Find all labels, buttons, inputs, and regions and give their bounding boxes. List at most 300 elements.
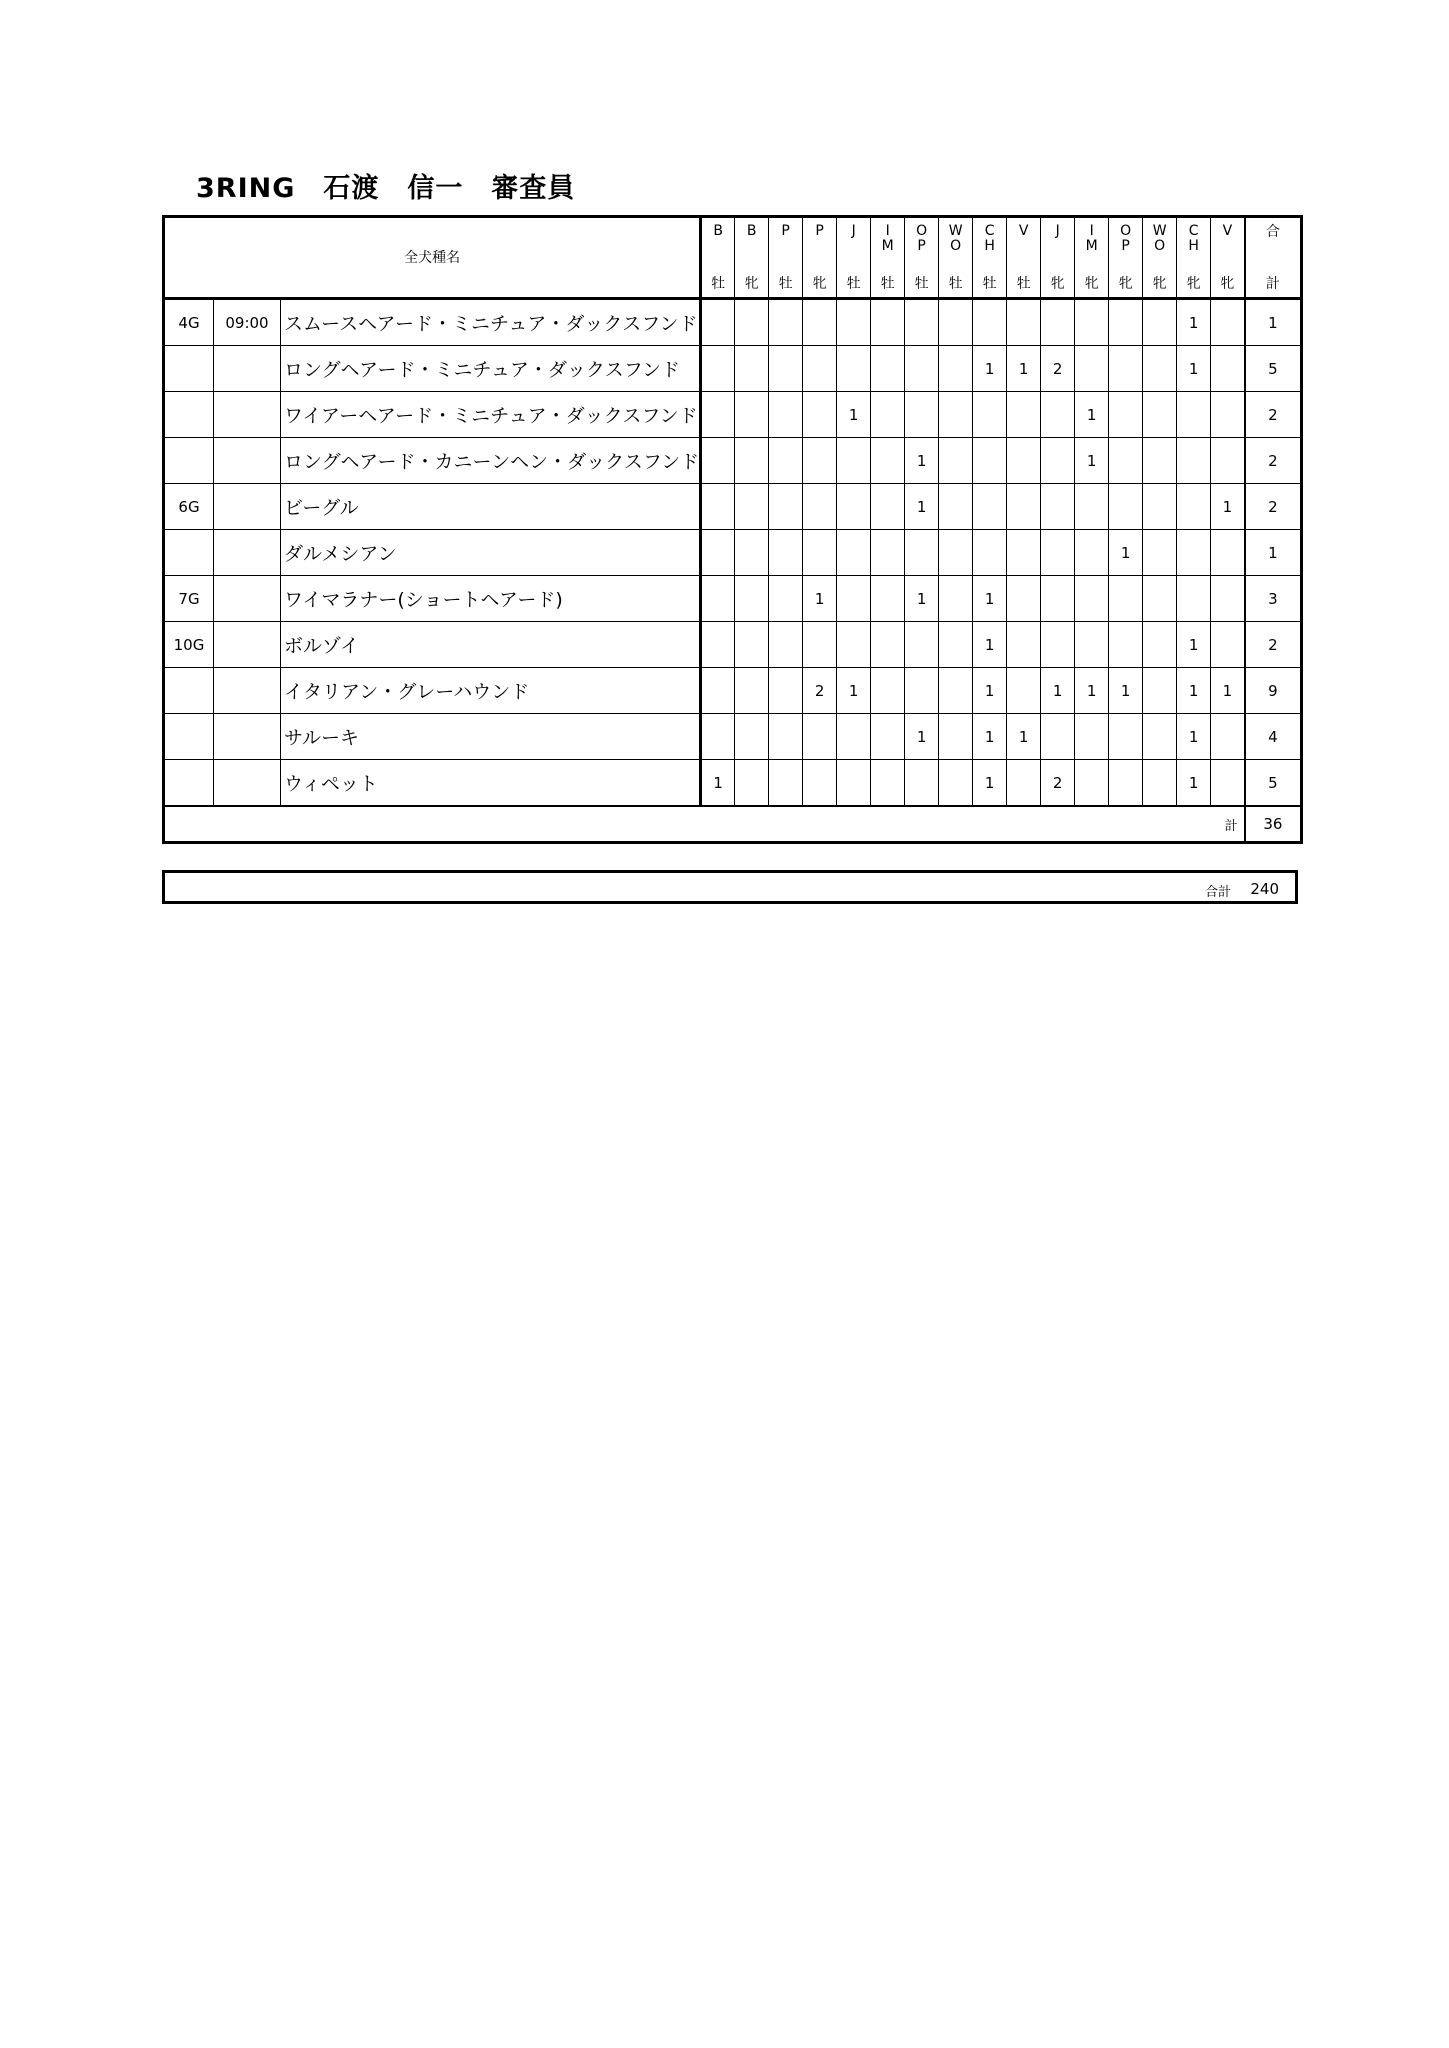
column-header [939, 217, 973, 299]
column-header-code: O [1120, 222, 1132, 239]
column-header-code: P [781, 222, 790, 239]
count-cell [1007, 622, 1041, 668]
count-cell [973, 392, 1007, 438]
count-cell [837, 530, 871, 576]
group-cell [164, 346, 214, 392]
count-cell [837, 346, 871, 392]
time-cell [214, 760, 281, 807]
count-cell [769, 714, 803, 760]
count-cell [1143, 714, 1177, 760]
count-cell [769, 392, 803, 438]
column-header-code: B [746, 222, 757, 239]
breed-name-cell: ワイマラナー(ショートヘアード) [281, 576, 701, 622]
breed-name-cell: ワイアーヘアード・ミニチュア・ダックスフンド [281, 392, 701, 438]
count-cell: 1 [1041, 668, 1075, 714]
count-cell [1143, 530, 1177, 576]
count-cell [837, 622, 871, 668]
count-cell [1143, 299, 1177, 346]
group-cell [164, 438, 214, 484]
count-cell [1075, 576, 1109, 622]
column-header-sex: 牡 [914, 275, 929, 292]
count-cell [1109, 392, 1143, 438]
group-cell: 7G [164, 576, 214, 622]
time-cell [214, 438, 281, 484]
count-cell [871, 346, 905, 392]
column-header-sex: 牡 [778, 275, 793, 292]
table-row [164, 530, 1302, 576]
total-header-top: 合 [1265, 223, 1280, 240]
count-cell [1041, 438, 1075, 484]
table-row [164, 438, 1302, 484]
count-cell: 1 [701, 760, 735, 807]
count-cell [1007, 760, 1041, 807]
count-cell [939, 668, 973, 714]
count-cell: 1 [1177, 668, 1211, 714]
count-cell: 1 [905, 714, 939, 760]
grand-total-value: 240 [1250, 880, 1279, 898]
count-cell [1075, 346, 1109, 392]
count-cell [1109, 622, 1143, 668]
time-cell [214, 576, 281, 622]
count-cell [735, 346, 769, 392]
column-header [1007, 217, 1041, 299]
table-header-row [164, 217, 1302, 299]
column-header-code: I [885, 222, 890, 239]
count-cell [1143, 576, 1177, 622]
time-cell [214, 484, 281, 530]
column-header-sex: 牡 [948, 275, 963, 292]
column-header-code: C [1188, 222, 1199, 239]
column-header-code: C [984, 222, 995, 239]
count-cell [769, 484, 803, 530]
count-cell [803, 622, 837, 668]
count-cell [1211, 438, 1245, 484]
count-cell [837, 576, 871, 622]
count-cell [905, 392, 939, 438]
time-cell [214, 346, 281, 392]
column-header-code: P [815, 222, 824, 239]
judging-table [162, 215, 1303, 844]
group-cell [164, 760, 214, 807]
breed-name-cell: ビーグル [281, 484, 701, 530]
column-header [1211, 217, 1245, 299]
count-cell [871, 299, 905, 346]
row-total-cell: 2 [1245, 438, 1302, 484]
column-header-code: V [1018, 222, 1029, 239]
count-cell: 1 [1007, 714, 1041, 760]
count-cell [803, 714, 837, 760]
time-cell [214, 392, 281, 438]
count-cell [1041, 576, 1075, 622]
count-cell [1211, 714, 1245, 760]
column-header-code: H [984, 237, 995, 254]
group-cell [164, 530, 214, 576]
column-header [1109, 217, 1143, 299]
count-cell [1109, 299, 1143, 346]
column-header-sex: 牡 [1016, 275, 1031, 292]
count-cell [769, 668, 803, 714]
count-cell [735, 484, 769, 530]
count-cell [837, 484, 871, 530]
row-total-cell: 4 [1245, 714, 1302, 760]
count-cell [1075, 299, 1109, 346]
column-header-code: P [917, 237, 926, 254]
group-cell [164, 668, 214, 714]
count-cell [1143, 484, 1177, 530]
count-cell [1177, 530, 1211, 576]
count-cell [1041, 714, 1075, 760]
row-total-cell: 5 [1245, 346, 1302, 392]
count-cell [905, 299, 939, 346]
column-header-code: M [881, 237, 894, 254]
count-cell [871, 484, 905, 530]
count-cell: 2 [1041, 346, 1075, 392]
column-header-sex: 牝 [812, 275, 827, 292]
column-header-code: P [1121, 237, 1130, 254]
count-cell [701, 668, 735, 714]
count-cell: 1 [1211, 668, 1245, 714]
count-cell [1177, 484, 1211, 530]
count-cell [701, 299, 735, 346]
count-cell [837, 760, 871, 807]
count-cell: 1 [1177, 346, 1211, 392]
count-cell [769, 622, 803, 668]
count-cell [905, 760, 939, 807]
count-cell [735, 622, 769, 668]
time-cell: 09:00 [214, 299, 281, 346]
count-cell [735, 438, 769, 484]
total-column-header [1245, 217, 1302, 299]
table-row [164, 392, 1302, 438]
count-cell [769, 346, 803, 392]
count-cell [1211, 530, 1245, 576]
count-cell [939, 392, 973, 438]
column-header-sex: 牝 [1152, 275, 1167, 292]
count-cell [1109, 760, 1143, 807]
column-header [701, 217, 735, 299]
column-header-sex: 牡 [846, 275, 861, 292]
count-cell [1075, 760, 1109, 807]
count-cell [701, 622, 735, 668]
column-header [769, 217, 803, 299]
count-cell: 1 [973, 622, 1007, 668]
count-cell: 1 [1177, 299, 1211, 346]
count-cell [939, 346, 973, 392]
column-header-code: O [916, 222, 928, 239]
count-cell [973, 484, 1007, 530]
column-header-code: O [950, 237, 962, 254]
count-cell: 1 [905, 484, 939, 530]
table-row [164, 346, 1302, 392]
count-cell [769, 299, 803, 346]
count-cell [973, 299, 1007, 346]
count-cell: 1 [973, 576, 1007, 622]
count-cell [701, 530, 735, 576]
count-cell [769, 576, 803, 622]
table-row [164, 484, 1302, 530]
count-cell [973, 530, 1007, 576]
count-cell [939, 484, 973, 530]
count-cell [803, 392, 837, 438]
column-header-sex: 牝 [1050, 275, 1065, 292]
count-cell [905, 346, 939, 392]
table-row [164, 668, 1302, 714]
count-cell [1143, 668, 1177, 714]
count-cell [1211, 392, 1245, 438]
count-cell: 1 [905, 576, 939, 622]
row-total-cell: 3 [1245, 576, 1302, 622]
count-cell [769, 530, 803, 576]
column-header-sex: 牝 [1186, 275, 1201, 292]
column-header-sex: 牝 [1084, 275, 1099, 292]
grand-total-label: 合計 [1204, 885, 1231, 900]
count-cell: 1 [837, 668, 871, 714]
count-cell [1007, 530, 1041, 576]
column-header [905, 217, 939, 299]
column-header-code: W [1152, 222, 1167, 239]
count-cell: 1 [1007, 346, 1041, 392]
column-header-code: J [851, 222, 856, 239]
count-cell [1075, 622, 1109, 668]
column-header [735, 217, 769, 299]
count-cell [1109, 438, 1143, 484]
column-header-sex: 牡 [711, 275, 726, 292]
count-cell [803, 760, 837, 807]
column-header-code: W [948, 222, 963, 239]
table-row [164, 622, 1302, 668]
count-cell [803, 299, 837, 346]
group-cell: 6G [164, 484, 214, 530]
row-total-cell: 5 [1245, 760, 1302, 807]
column-header-sex: 牝 [744, 275, 759, 292]
count-cell [1041, 299, 1075, 346]
count-cell: 1 [973, 668, 1007, 714]
count-cell [701, 576, 735, 622]
count-cell [1211, 346, 1245, 392]
count-cell [1177, 576, 1211, 622]
count-cell [871, 668, 905, 714]
total-header-bottom: 計 [1265, 275, 1280, 292]
column-header [973, 217, 1007, 299]
count-cell [1007, 299, 1041, 346]
count-cell [701, 484, 735, 530]
count-cell [871, 392, 905, 438]
count-cell [769, 760, 803, 807]
count-cell [1041, 622, 1075, 668]
column-header [837, 217, 871, 299]
column-header [871, 217, 905, 299]
count-cell: 1 [1075, 438, 1109, 484]
row-total-cell: 9 [1245, 668, 1302, 714]
count-cell [1007, 392, 1041, 438]
count-cell [1041, 484, 1075, 530]
row-total-cell: 1 [1245, 299, 1302, 346]
count-cell [837, 438, 871, 484]
count-cell [871, 530, 905, 576]
count-cell [1143, 760, 1177, 807]
count-cell [1109, 346, 1143, 392]
count-cell [1109, 714, 1143, 760]
group-cell [164, 392, 214, 438]
count-cell [871, 760, 905, 807]
count-cell [1075, 714, 1109, 760]
count-cell: 1 [1177, 760, 1211, 807]
breed-name-cell: ロングヘアード・ミニチュア・ダックスフンド [281, 346, 701, 392]
count-cell [939, 530, 973, 576]
count-cell [1007, 576, 1041, 622]
count-cell [701, 346, 735, 392]
column-header-code: M [1085, 237, 1098, 254]
count-cell [1075, 530, 1109, 576]
page-title: 3RING 石渡 信一 審査員 [196, 173, 576, 204]
subtotal-value: 36 [1245, 806, 1302, 843]
column-header [1177, 217, 1211, 299]
count-cell [701, 438, 735, 484]
count-cell [1007, 484, 1041, 530]
count-cell [1109, 484, 1143, 530]
time-cell [214, 668, 281, 714]
breed-name-cell: ダルメシアン [281, 530, 701, 576]
count-cell [973, 438, 1007, 484]
count-cell [1211, 622, 1245, 668]
column-header-code: J [1055, 222, 1060, 239]
count-cell: 1 [1075, 668, 1109, 714]
time-cell [214, 622, 281, 668]
count-cell [1177, 392, 1211, 438]
count-cell: 2 [803, 668, 837, 714]
count-cell [1041, 392, 1075, 438]
count-cell [871, 576, 905, 622]
count-cell [701, 714, 735, 760]
count-cell: 1 [803, 576, 837, 622]
row-total-cell: 2 [1245, 484, 1302, 530]
count-cell: 1 [837, 392, 871, 438]
column-header-code: I [1089, 222, 1094, 239]
count-cell [1143, 346, 1177, 392]
grand-total-box [162, 870, 1298, 904]
count-cell: 2 [1041, 760, 1075, 807]
count-cell [735, 760, 769, 807]
column-header-sex: 牝 [1220, 275, 1235, 292]
breed-name-cell: ボルゾイ [281, 622, 701, 668]
table-row [164, 576, 1302, 622]
breed-name-cell: イタリアン・グレーハウンド [281, 668, 701, 714]
count-cell [905, 622, 939, 668]
count-cell [1143, 622, 1177, 668]
table-row [164, 760, 1302, 807]
group-cell: 10G [164, 622, 214, 668]
column-header-sex: 牝 [1118, 275, 1133, 292]
column-header-sex: 牡 [880, 275, 895, 292]
count-cell [735, 668, 769, 714]
subtotal-row [164, 806, 1302, 843]
breed-name-cell: サルーキ [281, 714, 701, 760]
count-cell [837, 714, 871, 760]
count-cell [1143, 392, 1177, 438]
count-cell [871, 622, 905, 668]
count-cell [871, 438, 905, 484]
count-cell: 1 [1211, 484, 1245, 530]
subtotal-label: 計 [164, 806, 1245, 843]
row-total-cell: 2 [1245, 622, 1302, 668]
count-cell [905, 530, 939, 576]
count-cell [1211, 576, 1245, 622]
column-header-sex: 牡 [982, 275, 997, 292]
count-cell [735, 530, 769, 576]
count-cell [701, 392, 735, 438]
count-cell [1177, 438, 1211, 484]
column-header-code: V [1222, 222, 1233, 239]
table-row [164, 714, 1302, 760]
count-cell [769, 438, 803, 484]
group-cell [164, 714, 214, 760]
breed-name-cell: ロングヘアード・カニーンヘン・ダックスフンド [281, 438, 701, 484]
count-cell [939, 576, 973, 622]
count-cell [735, 714, 769, 760]
count-cell [803, 438, 837, 484]
count-cell [939, 760, 973, 807]
count-cell [1041, 530, 1075, 576]
count-cell: 1 [973, 714, 1007, 760]
count-cell [803, 484, 837, 530]
count-cell [939, 622, 973, 668]
count-cell [1211, 299, 1245, 346]
count-cell: 1 [1109, 530, 1143, 576]
count-cell: 1 [905, 438, 939, 484]
row-total-cell: 2 [1245, 392, 1302, 438]
count-cell [803, 530, 837, 576]
count-cell [1211, 760, 1245, 807]
count-cell [735, 299, 769, 346]
column-header [1075, 217, 1109, 299]
count-cell: 1 [1177, 714, 1211, 760]
column-header-code: B [713, 222, 723, 239]
count-cell [735, 392, 769, 438]
count-cell [939, 299, 973, 346]
breed-name-cell: ウィペット [281, 760, 701, 807]
breed-column-header: 全犬種名 [164, 217, 701, 299]
column-header [1041, 217, 1075, 299]
count-cell: 1 [1177, 622, 1211, 668]
count-cell: 1 [973, 760, 1007, 807]
count-cell: 1 [973, 346, 1007, 392]
count-cell [871, 714, 905, 760]
count-cell: 1 [1075, 392, 1109, 438]
count-cell [1007, 668, 1041, 714]
count-cell [939, 438, 973, 484]
count-cell: 1 [1109, 668, 1143, 714]
group-cell: 4G [164, 299, 214, 346]
count-cell [1143, 438, 1177, 484]
count-cell [1075, 484, 1109, 530]
count-cell [1109, 576, 1143, 622]
count-cell [939, 714, 973, 760]
table-row [164, 299, 1302, 346]
count-cell [735, 576, 769, 622]
column-header [803, 217, 837, 299]
count-cell [1007, 438, 1041, 484]
breed-name-cell: スムースヘアード・ミニチュア・ダックスフンド [281, 299, 701, 346]
time-cell [214, 530, 281, 576]
column-header [1143, 217, 1177, 299]
column-header-code: H [1188, 237, 1199, 254]
column-header-code: O [1154, 237, 1166, 254]
count-cell [803, 346, 837, 392]
row-total-cell: 1 [1245, 530, 1302, 576]
time-cell [214, 714, 281, 760]
count-cell [837, 299, 871, 346]
count-cell [905, 668, 939, 714]
